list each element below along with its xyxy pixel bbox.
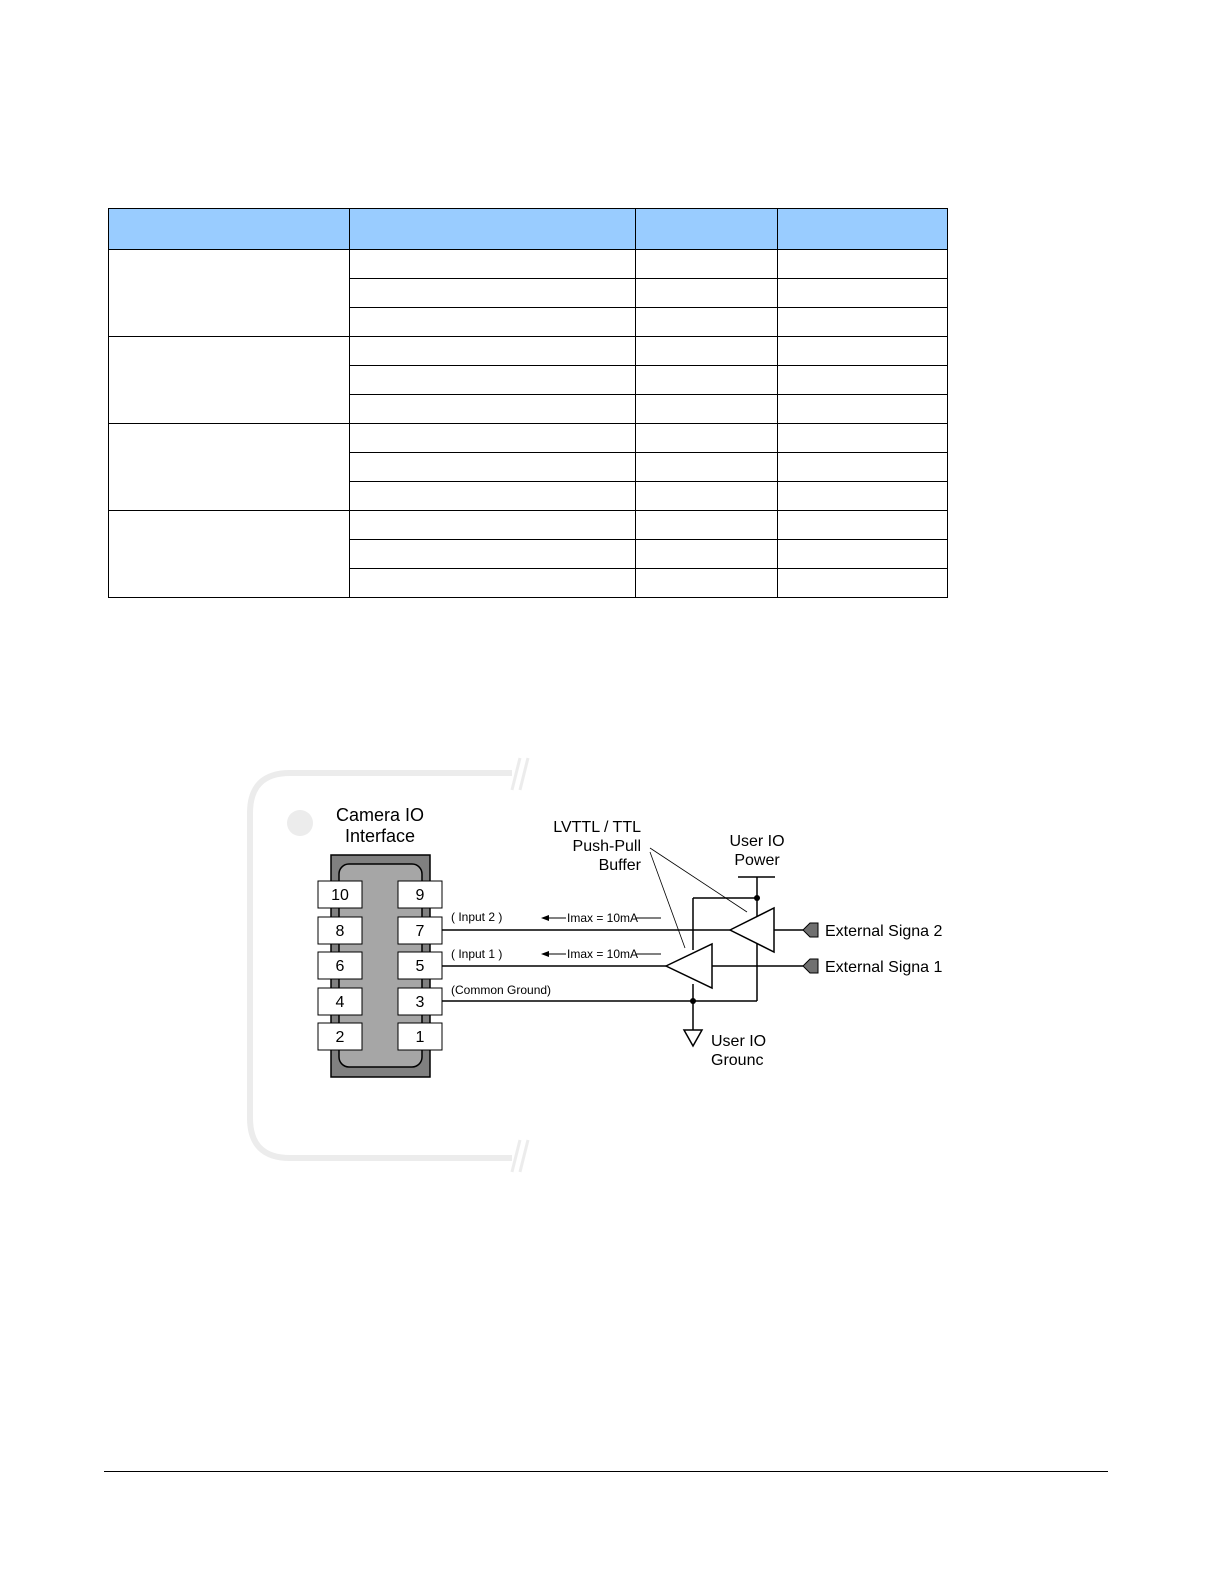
table-cell: [778, 482, 948, 511]
table-cell: [778, 453, 948, 482]
pin-label: 4: [335, 994, 345, 1011]
table-cell: [778, 366, 948, 395]
buffer-2-triangle: [730, 908, 774, 952]
table-cell: [350, 250, 636, 279]
spec-table: [108, 208, 948, 598]
pin-label: 2: [335, 1029, 345, 1046]
group-cell: [109, 424, 350, 511]
imax-label: Imax = 10mA: [567, 911, 639, 925]
table-cell: [778, 337, 948, 366]
table-cell: [636, 250, 778, 279]
terminal-icon: [803, 923, 818, 937]
junction-dot: [754, 895, 760, 901]
buffer-1-triangle: [666, 944, 712, 988]
ext-signal-1-label: External Signa 1: [825, 959, 943, 976]
table-cell: [778, 395, 948, 424]
pins-left: [318, 881, 362, 1050]
common-ground-label: (Common Ground): [451, 983, 552, 997]
table-cell: [778, 424, 948, 453]
input2-label: ( Input 2 ): [451, 910, 503, 924]
power-label-line1: User IO: [729, 833, 785, 850]
camera-label-line1: Camera IO: [335, 805, 425, 825]
table-cell: [636, 279, 778, 308]
table-cell: [636, 337, 778, 366]
imax-label: Imax = 10mA: [567, 947, 639, 961]
table-cell: [778, 511, 948, 540]
ground-label-line1: User IO: [711, 1033, 767, 1050]
table-cell: [350, 395, 636, 424]
pin-label: 7: [415, 923, 425, 940]
circuit-diagram: [0, 740, 1224, 1190]
pin-label: 1: [415, 1029, 425, 1046]
table-cell: [778, 308, 948, 337]
table-header-cell: [350, 209, 636, 250]
table-cell: [350, 279, 636, 308]
ground-label-line2: Grounc: [711, 1052, 764, 1069]
input1-label: ( Input 1 ): [451, 947, 503, 961]
table-cell: [350, 453, 636, 482]
table-cell: [636, 366, 778, 395]
pin-label: 8: [335, 923, 345, 940]
table-cell: [350, 511, 636, 540]
pin-label: 3: [415, 994, 425, 1011]
table-cell: [778, 540, 948, 569]
table-cell: [636, 453, 778, 482]
camera-label-line2: Interface: [344, 826, 416, 846]
pins-right: [398, 881, 442, 1050]
group-cell: [109, 511, 350, 598]
junction-dot: [690, 998, 696, 1004]
table-cell: [636, 540, 778, 569]
table-cell: [636, 424, 778, 453]
ext-signal-2-label: External Signa 2: [825, 923, 943, 940]
table-cell: [350, 482, 636, 511]
table-cell: [778, 569, 948, 598]
table-cell: [350, 366, 636, 395]
pin-label: 6: [335, 958, 345, 975]
terminal-icon: [803, 959, 818, 973]
buffer-label-line1: LVTTL / TTL: [553, 819, 641, 836]
table-header-cell: [636, 209, 778, 250]
table-cell: [350, 308, 636, 337]
table-cell: [350, 424, 636, 453]
table-cell: [778, 279, 948, 308]
table-cell: [636, 569, 778, 598]
table-cell: [350, 540, 636, 569]
buffer-label-line3: Buffer: [598, 857, 641, 874]
footer-rule: [104, 1471, 1108, 1472]
table-cell: [636, 308, 778, 337]
table-cell: [636, 395, 778, 424]
table-cell: [778, 250, 948, 279]
table-row: [109, 250, 948, 279]
buffer-label-line2: Push-Pull: [572, 838, 641, 855]
pin-label: 5: [415, 958, 425, 975]
table-row: [109, 337, 948, 366]
table-cell: [636, 511, 778, 540]
power-label-line2: Power: [734, 852, 780, 869]
group-cell: [109, 337, 350, 424]
table-header-cell: [778, 209, 948, 250]
pin-label: 10: [331, 887, 349, 904]
table-header-row: [109, 209, 948, 250]
table-cell: [350, 337, 636, 366]
ground-icon: [684, 1030, 702, 1046]
table-cell: [350, 569, 636, 598]
pin-label: 9: [415, 887, 425, 904]
table-row: [109, 424, 948, 453]
table-cell: [636, 482, 778, 511]
group-cell: [109, 250, 350, 337]
table-row: [109, 511, 948, 540]
table-header-cell: [109, 209, 350, 250]
